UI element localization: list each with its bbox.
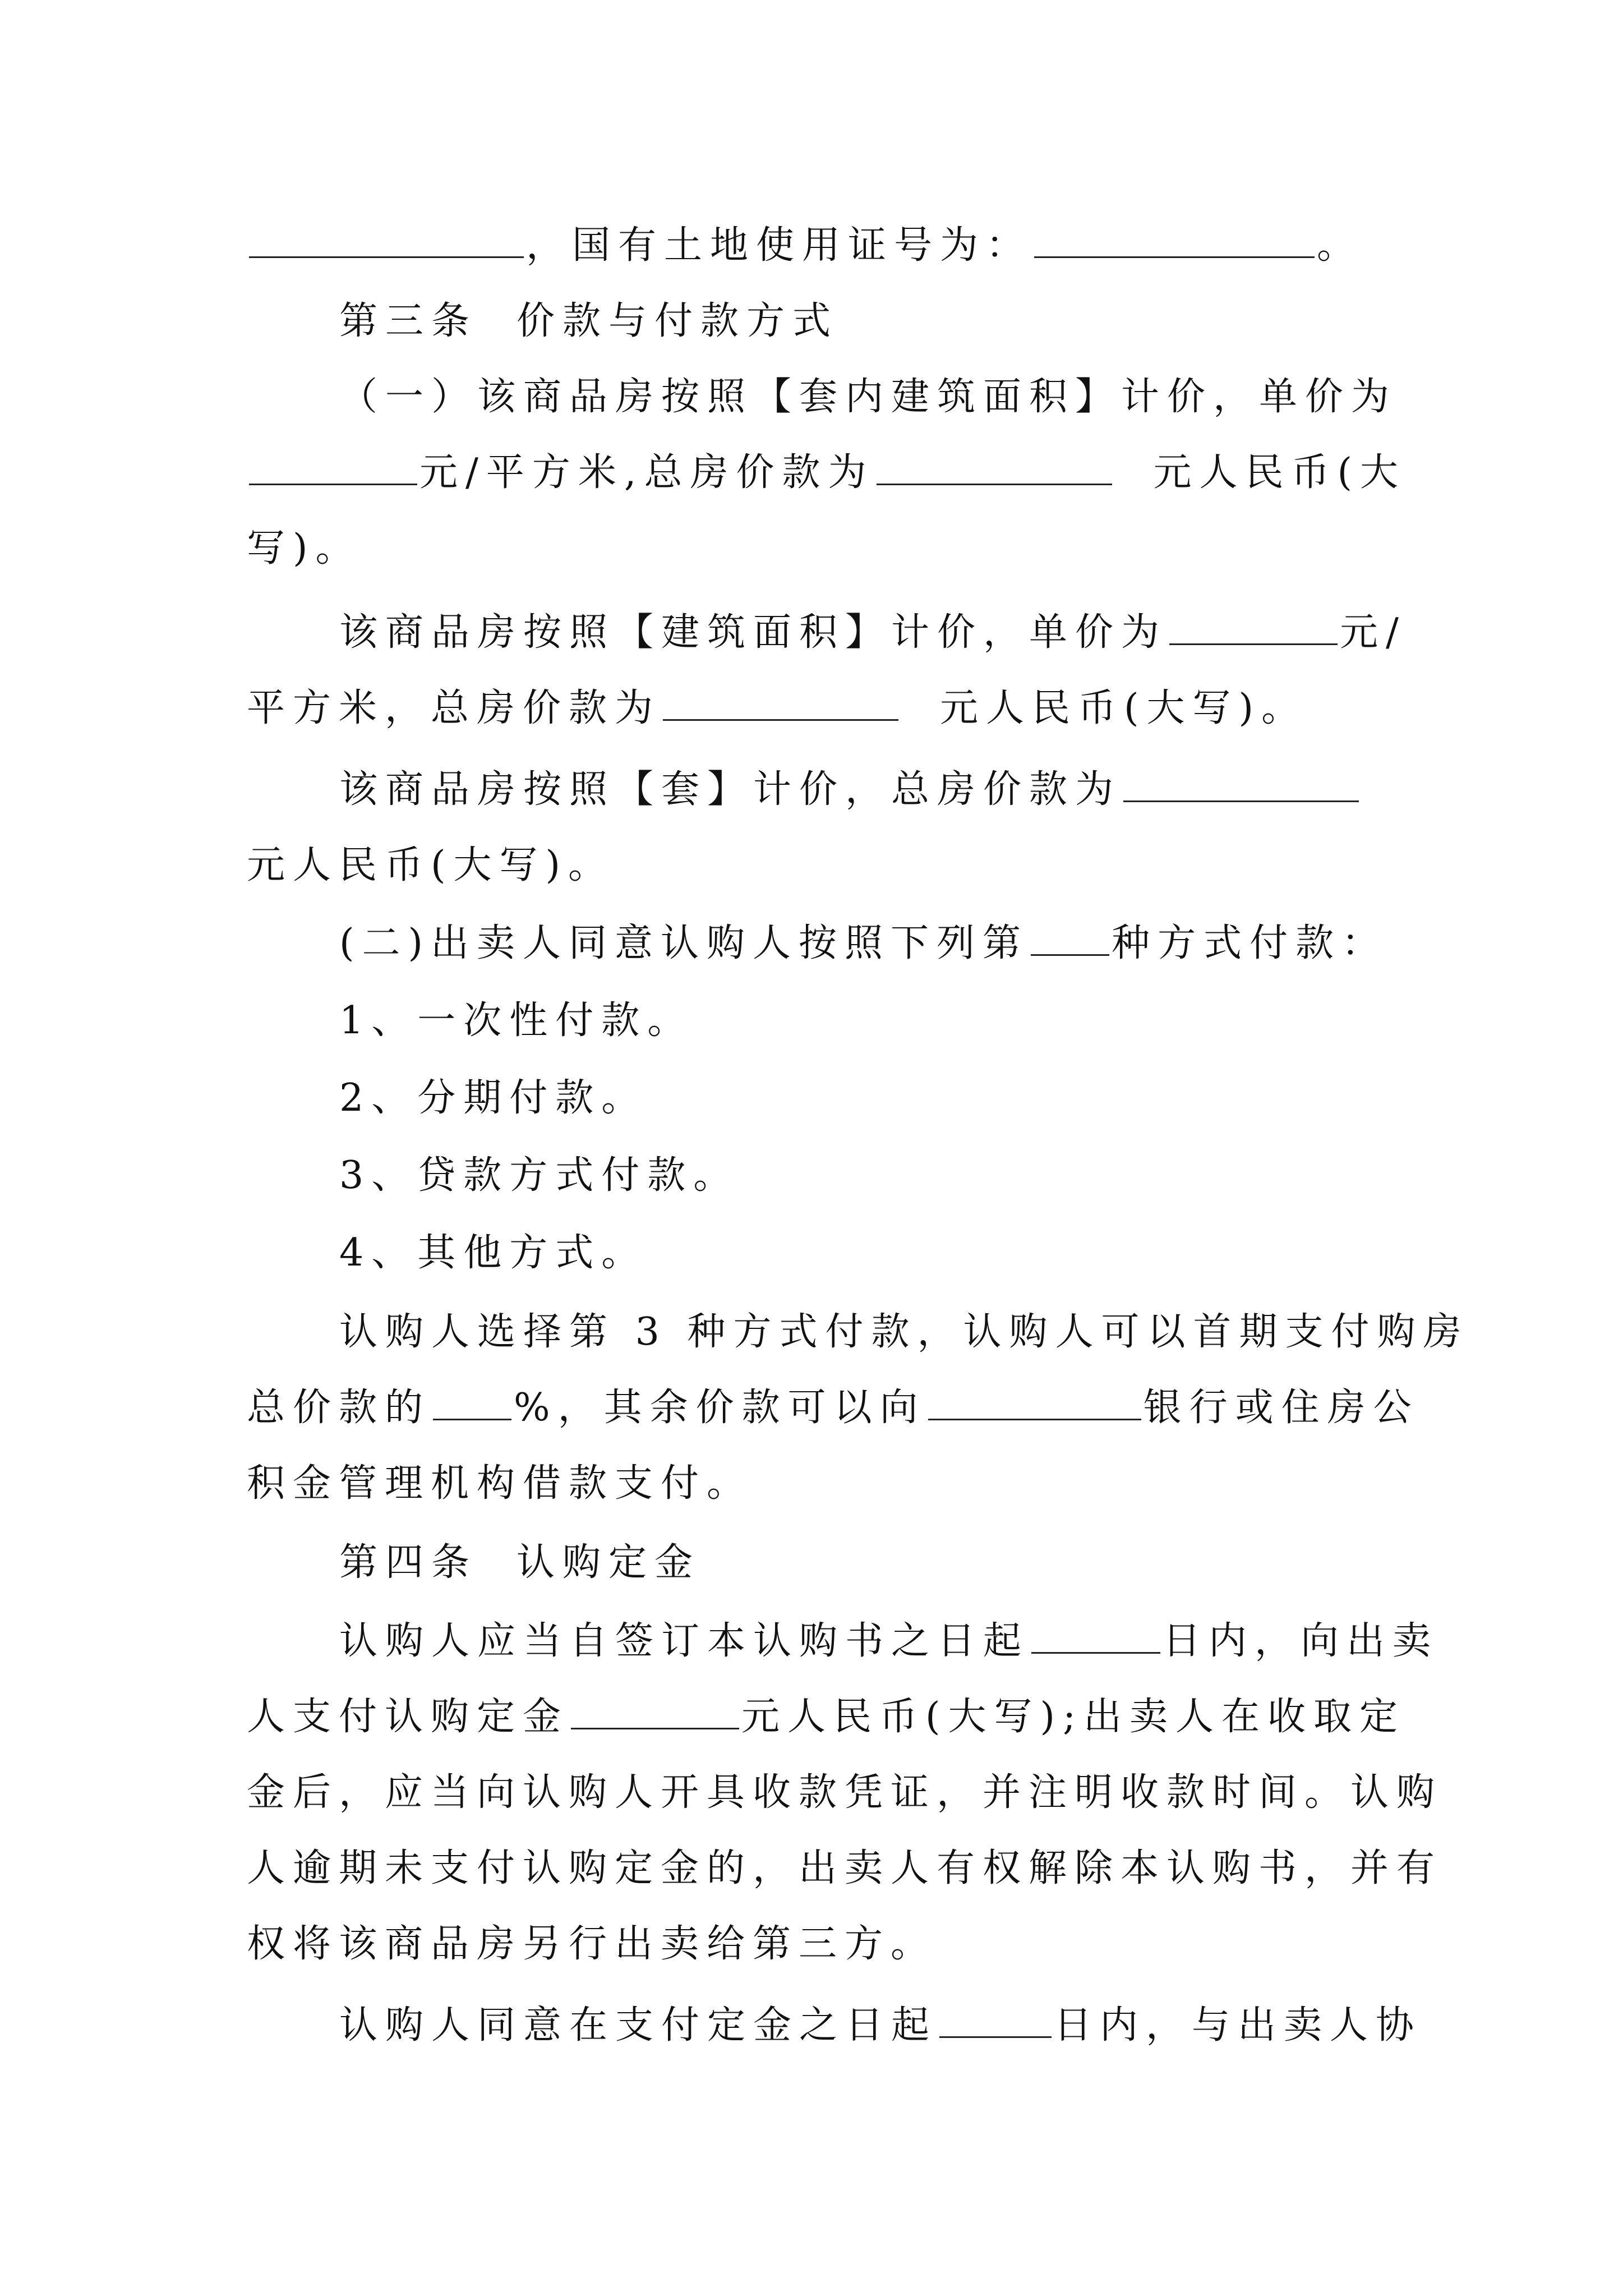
fill-blank[interactable] — [433, 1385, 511, 1420]
text-line: 平方米，总房价款为 元人民币(大写)。 — [247, 686, 1308, 730]
fill-blank[interactable] — [1169, 610, 1338, 645]
text-line: 元/平方米,总房价款为 元人民币(大 — [247, 434, 1391, 512]
fill-blank[interactable] — [571, 1694, 739, 1729]
section-heading: 第四条 认购定金 — [339, 1540, 701, 1585]
fill-blank[interactable] — [1034, 223, 1315, 258]
text-line: ，国有土地使用证号为： 。 — [247, 206, 1391, 285]
fill-blank[interactable] — [1031, 1618, 1160, 1654]
list-item: 2、分期付款。 — [339, 1076, 648, 1120]
text-line: 人支付认购定金 元人民币(大写);出卖人在收取定 — [247, 1695, 1405, 1739]
text-line: 认购人同意在支付定金之日起 日内，与出卖人协 — [339, 2003, 1422, 2047]
text-line: 人逾期未支付认购定金的，出卖人有权解除本认购书，并有 — [247, 1846, 1443, 1890]
list-item: 3、贷款方式付款。 — [339, 1153, 740, 1198]
text-line: 认购人选择第 3 种方式付款，认购人可以首期支付购房 — [339, 1310, 1469, 1354]
text-line: 元人民币(大写)。 — [247, 843, 615, 887]
text-line: (二)出卖人同意认购人按照下列第 种方式付款： — [339, 921, 1388, 965]
section-heading: 第三条 价款与付款方式 — [339, 299, 839, 343]
text-line: 积金管理机构借款支付。 — [247, 1461, 753, 1506]
list-item: 1、一次性付款。 — [339, 999, 694, 1043]
fill-blank[interactable] — [249, 223, 524, 258]
fill-blank[interactable] — [928, 1385, 1141, 1420]
fill-blank[interactable] — [663, 685, 898, 721]
text-line: 写)。 — [247, 526, 362, 570]
text-line: 该商品房按照【建筑面积】计价，单价为 元/ — [339, 610, 1407, 655]
text-line: （一）该商品房按照【套内建筑面积】计价，单价为 — [339, 375, 1398, 419]
fill-blank[interactable] — [1123, 767, 1359, 802]
text-line: 金后，应当向认购人开具收款凭证，并注明收款时间。认购 — [247, 1770, 1443, 1815]
text-line: 权将该商品房另行出卖给第三方。 — [247, 1922, 937, 1966]
text-line: 认购人应当自签订本认购书之日起 日内，向出卖 — [339, 1619, 1439, 1663]
text-line: 该商品房按照【套】计价，总房价款为 — [339, 751, 1391, 829]
fill-blank[interactable] — [877, 450, 1112, 485]
fill-blank[interactable] — [939, 2003, 1052, 2038]
list-item: 4、其他方式。 — [339, 1231, 648, 1275]
text-line: 总价款的 %，其余价款可以向 银行或住房公 — [247, 1386, 1419, 1430]
fill-blank[interactable] — [249, 450, 417, 485]
fill-blank[interactable] — [1031, 921, 1109, 956]
